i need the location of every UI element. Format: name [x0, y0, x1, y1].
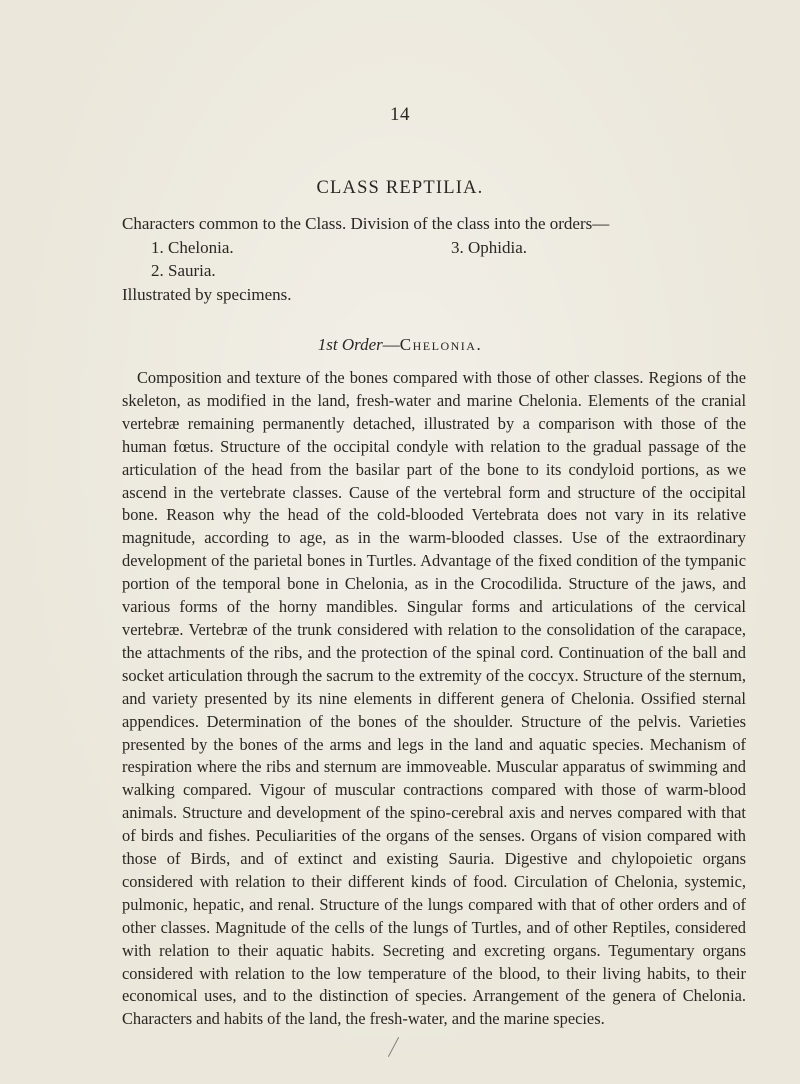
- order-heading: [0, 335, 800, 355]
- section-title: CLASS REPTILIA.: [316, 178, 484, 198]
- order-name: Chelonia.: [399, 335, 483, 354]
- intro-line: Characters common to the Class. Division of the class into the orders—: [122, 214, 610, 233]
- illustrated-line: Illustrated by specimens.: [122, 284, 292, 304]
- pencil-mark: [388, 1037, 399, 1057]
- order-dash: —: [382, 335, 400, 354]
- body-paragraph: Composition and texture of the bones compared with those of other classes. Regions of the skeleton, as modified in the land, fresh-water and marine Chelonia. Elements of the cranial vertebræ remaining permanently detached, illustrated by a comparison with those of the human fœtus. Structure of the occipital condyle with relation to the gradual passage of the articulation of the head from the basilar part of the bone to its condyloid portions, as we ascend in the vertebrate classes. Cause of the vertebral form and structure of the occipital bone. Reason why the head of the cold-blooded Vertebrata does not vary in its relative magnitude, according to age, as in the warm-blooded classes. Use of the extraordinary development of the parietal bones in Turtles. Advantage of the fixed condition of the tympanic portion of the temporal bone in Chelonia, as in the Crocodilida. Structure of the jaws, and various forms of the horny mandibles. Singular forms and articulations of the cervical vertebræ. Vertebræ of the trunk considered with relation to the consolidation of the carapace, the attachments of the ribs, and the protection of the spinal cord. Continuation of the ball and socket articulation through the sacrum to the extremity of the coccyx. Structure of the sternum, and variety presented by its nine elements in different genera of Chelonia. Ossified sternal appendices. Determination of the bones of the shoulder. Structure of the pelvis. Varieties presented by the bones of the arms and legs in the land and aquatic species. Mechanism of respiration where the ribs and sternum are immoveable. Muscular apparatus of swimming and walking compared. Vigour of muscular contractions compared with those of warm-blood animals. Structure and development of the spino-cerebral axis and nerves compared with that of birds and fishes. Peculiarities of the organs of the senses. Organs of vision compared with those of Birds, and of extinct and existing Sauria. Digestive and chylopoietic organs considered with relation to their different kinds of food. Circulation of Chelonia, systemic, pulmonic, hepatic, and renal. Structure of the lungs compared with that of other orders and of other classes. Magnitude of the cells of the lungs of Turtles, and of other Reptiles, considered with relation to their aquatic habits. Secreting and excreting organs. Tegumentary organs considered with relation to the low temperature of the blood, to their living habits, to their economical uses, and to the distinction of species. Arrangement of the genera of Chelonia. Characters and habits of the land, the fresh-water, and the marine species.: [122, 368, 746, 1029]
- order-ordinal: 1st Order: [317, 335, 383, 354]
- orders-list: [122, 236, 742, 283]
- order-item-ophidia: 3. Ophidia.: [451, 237, 528, 257]
- order-item-sauria: 2. Sauria.: [151, 261, 216, 280]
- order-item-chelonia: 1. Chelonia.: [151, 237, 234, 257]
- page-number: 14: [390, 104, 410, 125]
- intro-block: [122, 212, 742, 306]
